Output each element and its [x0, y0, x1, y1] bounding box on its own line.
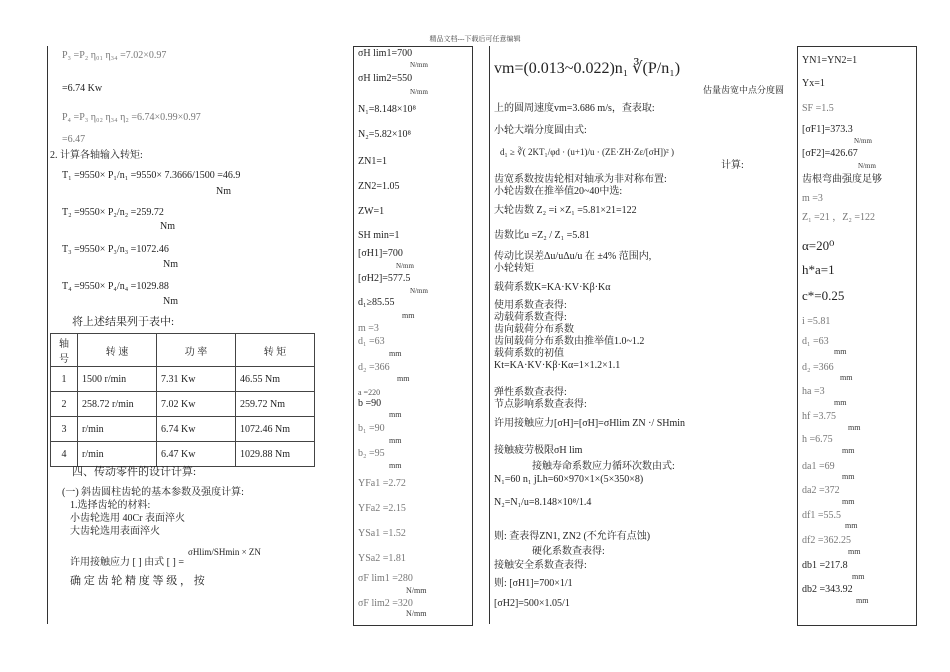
p2-node-coef: 节点影响系数查表得:: [494, 399, 587, 410]
p2r-sigma-f2: [σF2]=426.67: [802, 148, 858, 159]
p2r-addendum-coef: h*a=1: [802, 262, 835, 277]
p2r-bending-ok: 齿根弯曲强度足够: [802, 174, 882, 185]
p1r-ysa1: YSa1 =1.52: [358, 528, 406, 539]
p2r-sigma-f1: [σF1]=373.3: [802, 124, 853, 135]
p2r-unit: mm: [845, 521, 858, 530]
p1r-yfa1: YFa1 =2.72: [358, 478, 406, 489]
p1r-unit: mm: [397, 374, 410, 383]
p2r-teeth: Z₁ =21 ，Z₂ =122: [802, 212, 875, 223]
p2-n2-formula: N₂=N₁/u=8.148×10⁸/1.4: [494, 497, 592, 508]
p1-formula-t3: T₃ =9550× P₃/n₃ =1072.46: [62, 244, 169, 255]
p1-unit-t2: Nm: [160, 221, 175, 232]
p1r-d1-min: d₁≥85.55: [358, 297, 395, 308]
p2-dynamic-coef: 动载荷系数查得:: [494, 312, 567, 323]
p1r-zw: ZW=1: [358, 206, 385, 217]
p1r-unit: mm: [389, 410, 402, 419]
p2-large-teeth: 大轮齿数 Z₂ =i ×Z₁ =5.81×21=122: [494, 205, 637, 216]
table-cell: r/min: [78, 442, 157, 467]
p2r-unit: mm: [834, 347, 847, 356]
p2r-unit: mm: [848, 547, 861, 556]
p1r-shmin: SH min=1: [358, 230, 400, 241]
p1r-zn1: ZN1=1: [358, 156, 387, 167]
p1-unit-t4: Nm: [163, 296, 178, 307]
p2r-unit: mm: [842, 446, 855, 455]
p2-kt-formula: Kt=KA·KV·Kβ·Kα=1×1.2×1.1: [494, 360, 621, 371]
table-cell: 7.02 Kw: [157, 392, 236, 417]
p2r-da2: da2 =372: [802, 485, 840, 496]
p2-elastic-coef: 弹性系数查表得:: [494, 387, 567, 398]
table-row: [51, 367, 315, 392]
p1-result-p4: =6.47: [62, 134, 86, 145]
p2-vm-value: 上的圆周速度vm=3.686 m/s，查表取:: [494, 103, 655, 114]
p1r-unit: N/mm: [406, 586, 427, 595]
p1r-d2: d₂ =366: [358, 362, 390, 373]
p2-axial-dist: 齿向载荷分布系数: [494, 324, 574, 335]
p1-subsection-gear: (一) 斜齿圆柱齿轮的基本参数及强度计算:: [62, 487, 244, 498]
p2-contact-fatigue: 接触疲劳极限σH lim: [494, 445, 583, 456]
p2-small-torque: 小轮转矩: [494, 263, 534, 274]
p1r-sigma-flim1: σF lim1 =280: [358, 573, 413, 584]
p2-hardening: 硬化系数查表得:: [532, 546, 605, 557]
p2r-yn: YN1=YN2=1: [802, 55, 858, 66]
p2r-da1: da1 =69: [802, 461, 835, 472]
table-header-cell: 功 率: [157, 334, 236, 367]
p2r-db1: db1 =217.8: [802, 560, 848, 571]
p2r-h: h =6.75: [802, 434, 833, 445]
p2r-ratio: i =5.81: [802, 316, 831, 327]
p1-large-gear-material: 大齿轮选用表面淬火: [70, 526, 160, 537]
p2r-sf: SF =1.5: [802, 103, 834, 114]
p2-load-initial: 载荷系数的初值: [494, 348, 564, 359]
p1-precision-line: 确 定 齿 轮 精 度 等 级 ， 按: [70, 575, 205, 587]
p1-formula-t1: T₁ =9550× P₁/n₁ =9550× 7.3666/1500 =46.9: [62, 170, 241, 181]
p2r-yx: Yx=1: [802, 78, 825, 89]
p2r-unit: N/mm: [854, 137, 872, 145]
p2-life-coef: 接触寿命系数应力循环次数由式:: [532, 461, 675, 472]
p1r-n1: N₁=8.148×10⁸: [358, 104, 416, 115]
p1r-sigma-hlim2: σH lim2=550: [358, 73, 413, 84]
p2r-d1: d₁ =63: [802, 336, 829, 347]
p2-d1-intro: 小轮大端分度圆由式:: [494, 125, 587, 136]
p2r-clearance-coef: c*=0.25: [802, 288, 845, 303]
p1-section-torque: 2. 计算各轴输入转矩:: [50, 150, 143, 161]
p2-vm-note: 估量齿宽中点分度圆: [703, 85, 785, 95]
p1r-sigma-flim2: σF lim2 =320: [358, 598, 413, 609]
p2-sigma-h2: [σH2]=500×1.05/1: [494, 598, 570, 609]
p2-sigma-h1: 则: [σH1]=700×1/1: [494, 578, 573, 589]
table-cell: 6.74 Kw: [157, 417, 236, 442]
p1-allowable-stress: 许用接触应力 [ ] 由式 [ ] =: [70, 557, 184, 568]
table-cell: 6.47 Kw: [157, 442, 236, 467]
p1-formula-p3: P₃ =P₂ η₀₁ η₃₄ =7.02×0.97: [62, 50, 167, 61]
p2-ratio-error: 传动比误差Δu/uΔu/u 在 ±4% 范围内,: [494, 251, 652, 262]
p1-table-caption: 将上述结果列于表中:: [72, 316, 175, 328]
p2-usage-coef: 使用系数查表得:: [494, 300, 567, 311]
p1r-yfa2: YFa2 =2.15: [358, 503, 406, 514]
p2-n1-formula: N₁=60 n₁ jLh=60×970×1×(5×350×8): [494, 474, 644, 485]
p1r-sigma-h1: [σH1]=700: [358, 248, 403, 259]
table-header-cell: 轴号: [51, 334, 78, 367]
p1r-n2: N₂=5.82×10⁸: [358, 129, 411, 140]
p2r-db2: db2 =343.92: [802, 584, 853, 595]
p2r-unit: mm: [852, 572, 865, 581]
p1-allowable-fraction: σHlim/SHmin × ZN: [188, 547, 261, 557]
p2-gear-ratio: 齿数比u =Z₂ / Z₁ =5.81: [494, 230, 590, 241]
p1r-unit: mm: [389, 349, 402, 358]
table-row: [51, 392, 315, 417]
p1-formula-t4: T₄ =9550× P₄/n₄ =1029.88: [62, 281, 169, 292]
p1r-unit: N/mm: [396, 262, 414, 270]
table-cell: 2: [51, 392, 78, 417]
p1r-unit: mm: [389, 436, 402, 445]
table-cell: 3: [51, 417, 78, 442]
p2-zn-lookup: 则: 查表得ZN1, ZN2 (不允许有点蚀): [494, 531, 651, 542]
p1r-unit: N/mm: [406, 609, 427, 618]
p2r-unit: mm: [848, 423, 861, 432]
table-cell: 1072.46 Nm: [236, 417, 315, 442]
p1r-unit: N/mm: [410, 287, 428, 295]
p2-width-coef: 齿宽系数按齿轮相对轴承为非对称布置:: [494, 174, 667, 185]
p1-formula-p4: P₄ =P₃ η₀₂ η₃₄ η₂ =6.74×0.99×0.97: [62, 112, 201, 123]
p1r-unit: mm: [389, 461, 402, 470]
p2-calc-label: 计算:: [721, 160, 744, 171]
p2r-df2: df2 =362.25: [802, 535, 851, 546]
p2r-unit: mm: [834, 398, 847, 407]
page2-left-border: [489, 46, 490, 624]
p2-vm-formula: vm=(0.013~0.022)n₁ ∛(P/n₁): [494, 60, 681, 77]
p1r-unit: N/mm: [410, 61, 428, 69]
p1r-unit: N/mm: [410, 88, 428, 96]
p2r-unit: N/mm: [858, 162, 876, 170]
p1-formula-t2: T₂ =9550× P₂/n₂ =259.72: [62, 207, 164, 218]
p1r-sigma-hlim1: σH lim1=700: [358, 48, 413, 59]
table-cell: 7.31 Kw: [157, 367, 236, 392]
p2r-unit: mm: [856, 596, 869, 605]
table-cell: 46.55 Nm: [236, 367, 315, 392]
p2-d1-formula: d₁ ≥ ∛( 2KT₁/φd · (u+1)/u · (ZE·ZH·Zε/[σH])² ): [500, 147, 675, 157]
p2-safety: 接触安全系数查表得:: [494, 560, 587, 571]
p1-unit-t1: Nm: [216, 186, 231, 197]
table-row: [51, 442, 315, 467]
table-cell: 1500 r/min: [78, 367, 157, 392]
p2r-module: m =3: [802, 193, 823, 204]
p1r-b2: b₂ =95: [358, 448, 385, 459]
table-cell: 1: [51, 367, 78, 392]
p2r-unit: mm: [842, 497, 855, 506]
p1-result-p3: =6.74 Kw: [62, 83, 103, 94]
p1-material-title: 1.选择齿轮的材料:: [70, 500, 151, 511]
table-cell: r/min: [78, 417, 157, 442]
page1-left-border: [47, 46, 48, 624]
table-cell: 259.72 Nm: [236, 392, 315, 417]
p1-unit-t3: Nm: [163, 259, 178, 270]
p2r-unit: mm: [840, 373, 853, 382]
p1r-module: m =3: [358, 323, 379, 334]
results-table: [50, 333, 315, 467]
table-header-cell: 转 矩: [236, 334, 315, 367]
p2r-pressure-angle: α=20⁰: [802, 238, 835, 253]
p2-inter-dist: 齿间载荷分布系数由推举值1.0~1.2: [494, 336, 645, 347]
page-header: 精品文档---下载后可任意编辑: [429, 35, 521, 43]
p1r-sigma-h2: [σH2]=577.5: [358, 273, 411, 284]
p1r-b1: b₁ =90: [358, 423, 385, 434]
p1r-center-distance: a =220: [358, 388, 381, 397]
p1r-ysa2: YSa2 =1.81: [358, 553, 406, 564]
table-header-cell: 转 速: [78, 334, 157, 367]
table-cell: 4: [51, 442, 78, 467]
p2r-unit: mm: [842, 472, 855, 481]
p2r-df1: df1 =55.5: [802, 510, 841, 521]
table-cell: 258.72 r/min: [78, 392, 157, 417]
table-row: [51, 417, 315, 442]
p2r-hf: hf =3.75: [802, 411, 836, 422]
table-header-row: [51, 334, 315, 367]
p2-small-teeth: 小轮齿数在推举值20~40中选:: [494, 186, 623, 197]
p2-load-coef: 载荷系数K=KA·KV·Kβ·Kα: [494, 282, 611, 293]
p2-allow-contact: 许用接触应力[σH]=[σH]=σHlim ZN ·/ SHmin: [494, 418, 686, 429]
p2r-d2: d₂ =366: [802, 362, 834, 373]
table-cell: 1029.88 Nm: [236, 442, 315, 467]
p1r-unit: mm: [402, 311, 415, 320]
p1-section-four: 四、传动零件的设计计算:: [72, 466, 197, 478]
p1-small-gear-material: 小齿轮选用 40Cr 表面淬火: [70, 513, 185, 524]
p2r-ha: ha =3: [802, 386, 825, 397]
p1r-d1: d₁ =63: [358, 336, 385, 347]
p1r-b: b =90: [358, 398, 382, 409]
p1r-zn2: ZN2=1.05: [358, 181, 400, 192]
